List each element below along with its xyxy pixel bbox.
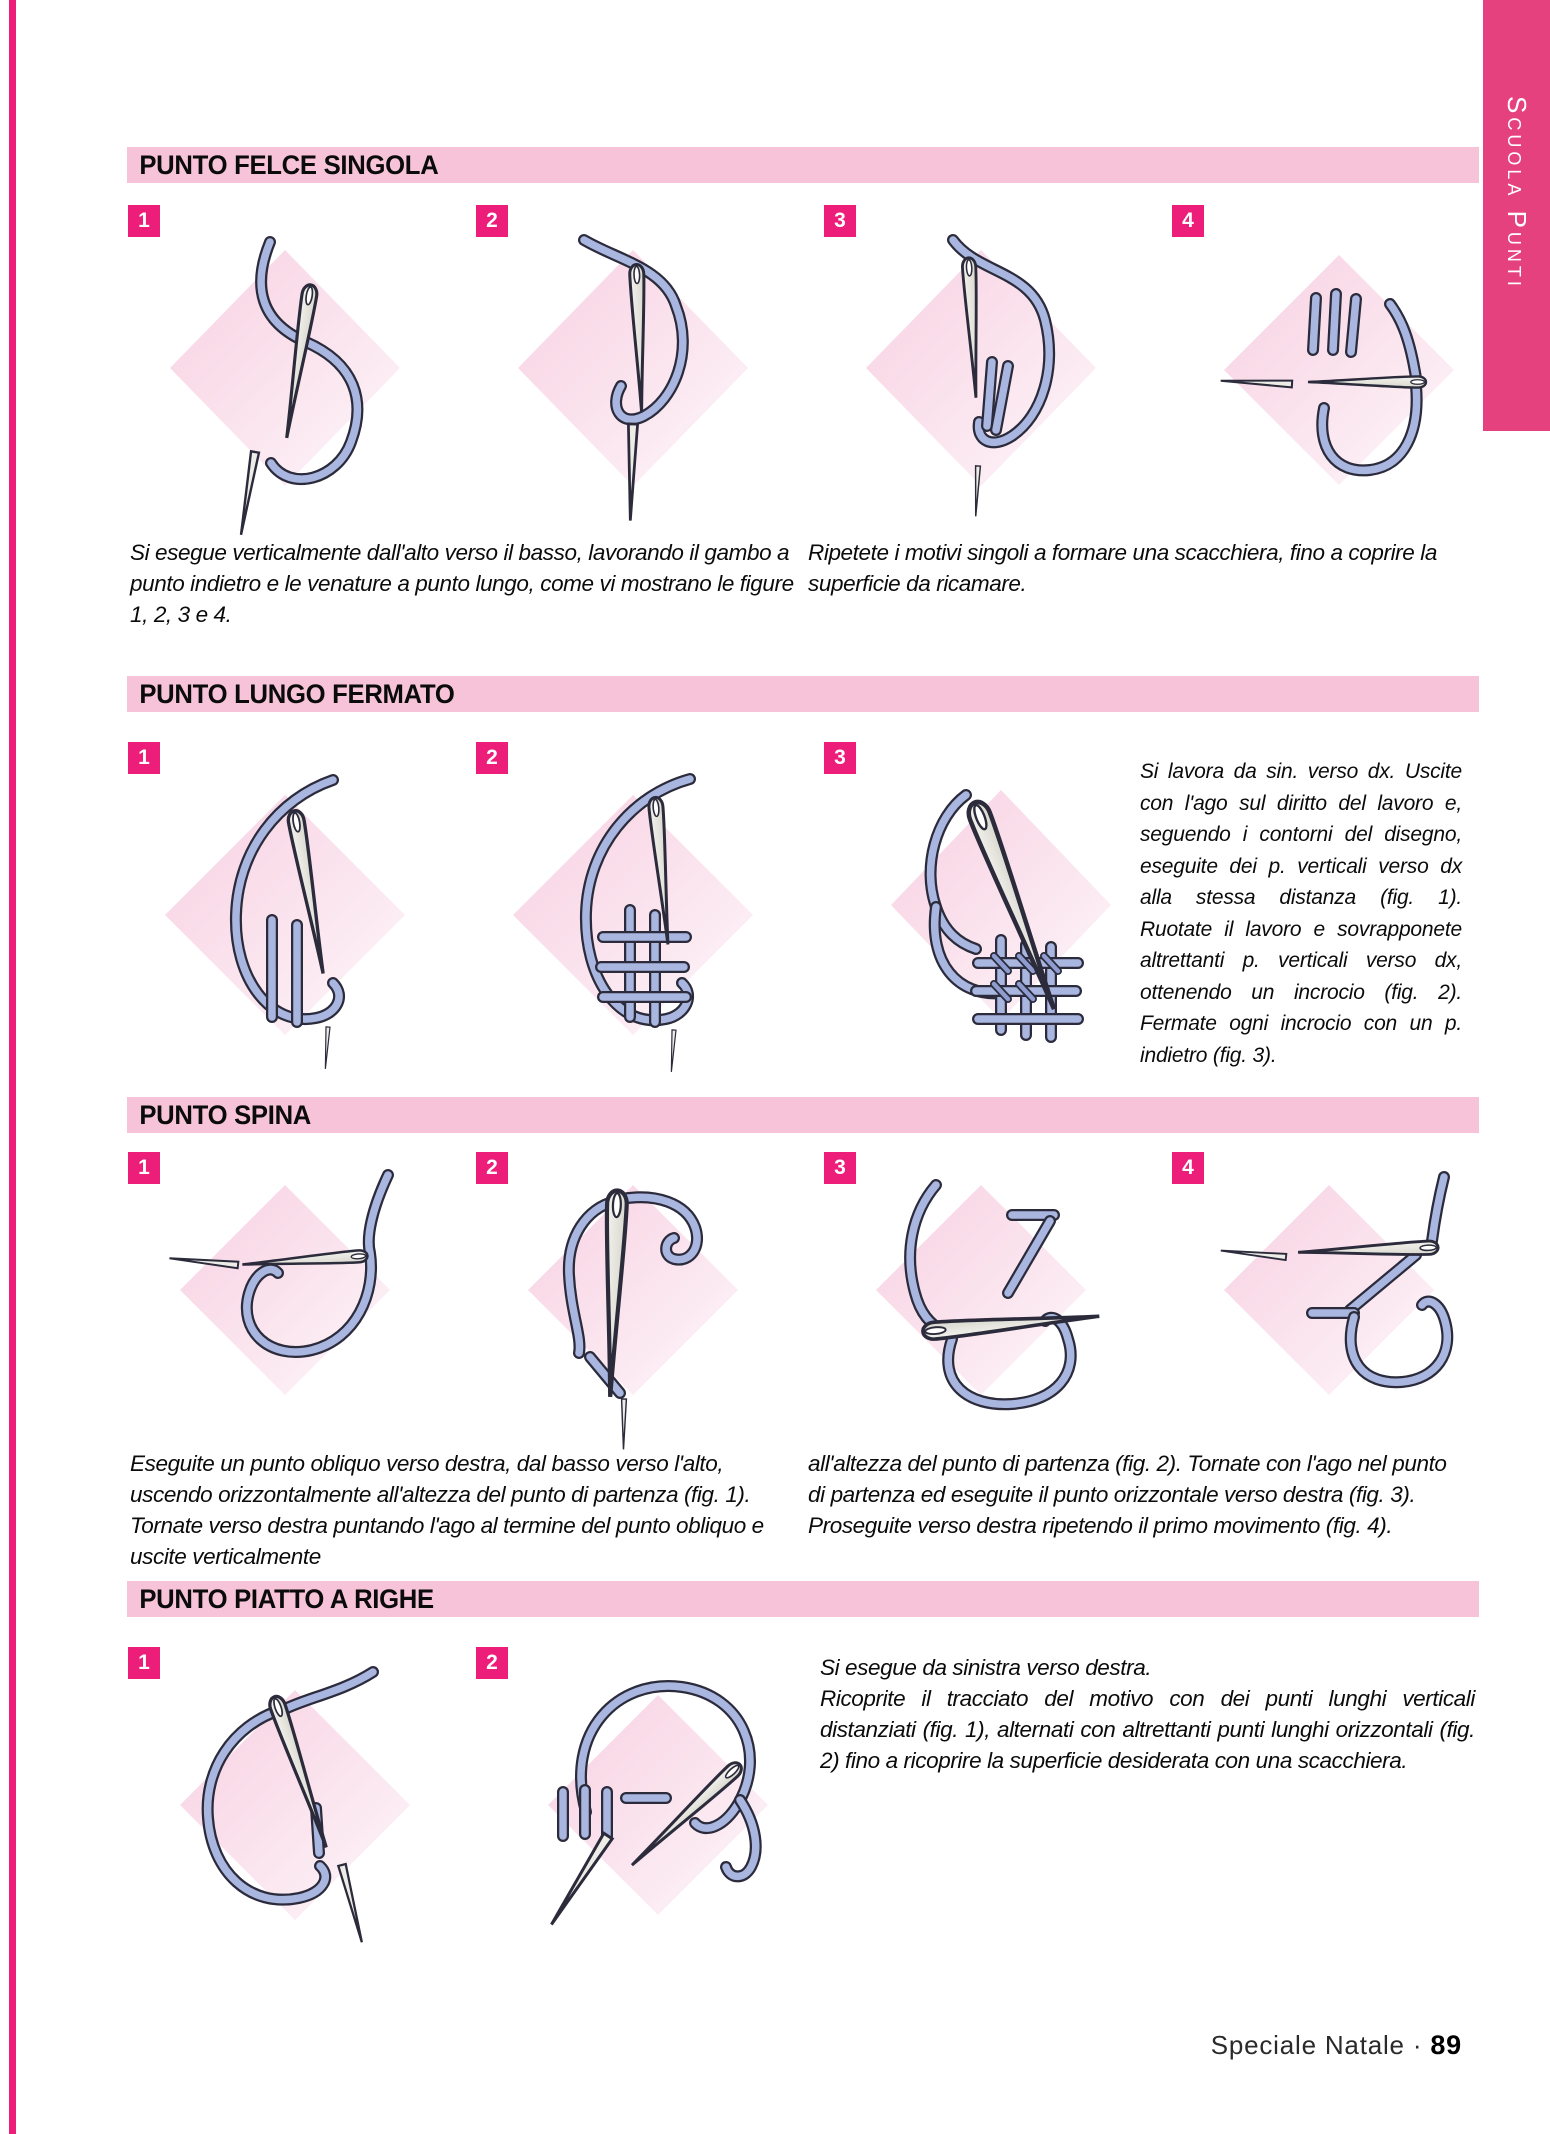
section-header-punto-piatto-a-righe: [127, 1581, 1479, 1617]
figure-number-badge: 3: [824, 1152, 856, 1184]
figure-number-badge: 2: [476, 742, 508, 774]
section-header-punto-spina: [127, 1097, 1479, 1133]
stitch-illustration-spina-2: [468, 1145, 798, 1425]
section-header-punto-felce-singola: [127, 147, 1479, 183]
footer-page-number: 89: [1430, 2030, 1462, 2060]
section-title: PUNTO SPINA: [139, 1099, 312, 1130]
left-edge-accent-stripe: [9, 0, 16, 2134]
figure-number-badge: 1: [128, 205, 160, 237]
figure-number-badge: 3: [824, 742, 856, 774]
figure-number-badge: 4: [1172, 205, 1204, 237]
stitch-illustration-felce-4: [1164, 200, 1494, 520]
stitch-illustration-lungo-1: [120, 735, 450, 1075]
page-footer: [1000, 2030, 1462, 2061]
stitch-illustration-lungo-3: [816, 735, 1146, 1075]
footer-dot: ·: [1412, 2030, 1423, 2060]
instruction-line: Si esegue da sinistra verso destra.: [820, 1655, 1152, 1680]
figure-number-badge: 2: [476, 1152, 508, 1184]
section-header-punto-lungo-fermato: [127, 676, 1479, 712]
instruction-text-lungo-side: Si lavora da sin. verso dx. Uscite con l'ago sul diritto del lavoro e, seguendo i contorni del disegno, eseguite dei p. verticali verso dx alla stessa distanza (fig. 1). Ruotate il lavoro e sovrapponete altrettanti p. verticali verso dx, ottenendo un incrocio (fig. 2). Fermate ogni incrocio con un p. indietro (fig. 3).: [1140, 760, 1462, 1067]
stitch-illustration-felce-2: [468, 200, 798, 520]
section-title: PUNTO FELCE SINGOLA: [139, 149, 439, 180]
instruction-line: Ricoprite il tracciato del motivo con dei punti lunghi verticali distanziati (fig. 1), alternati con altrettanti punti lunghi orizzontali (fig. 2) fino a ricoprire la superficie desiderata con una scacchiera.: [820, 1686, 1475, 1773]
figure-number-badge: 1: [128, 1152, 160, 1184]
figure-number-badge: 1: [128, 1647, 160, 1679]
stitch-illustration-felce-3: [816, 200, 1146, 520]
instruction-text-felce-left: Si esegue verticalmente dall'alto verso il basso, lavorando il gambo a punto indietro e le venature a punto lungo, come vi mostrano le figure 1, 2, 3 e 4.: [130, 540, 794, 627]
stitch-illustration-piatto-1: [120, 1640, 450, 1950]
instruction-text-spina-right: all'altezza del punto di partenza (fig. 2). Tornate con l'ago nel punto di partenza ed eseguite il punto orizzontale verso destra (fig. 3). Proseguite verso destra ripetendo il primo movimento (fig. 4).: [808, 1451, 1447, 1538]
instruction-text-felce-right: Ripetete i motivi singoli a formare una scacchiera, fino a coprire la superficie da ricamare.: [808, 540, 1437, 596]
footer-issue-label: Speciale Natale: [1210, 2030, 1405, 2060]
instruction-text-piatto-side: [820, 1652, 1475, 1776]
stitch-illustration-piatto-2: [468, 1640, 798, 1950]
section-title: PUNTO LUNGO FERMATO: [139, 678, 455, 709]
stitch-illustration-spina-1: [120, 1145, 450, 1425]
figure-number-badge: 4: [1172, 1152, 1204, 1184]
figure-number-badge: 2: [476, 1647, 508, 1679]
figure-number-badge: 3: [824, 205, 856, 237]
stitch-illustration-spina-3: [816, 1145, 1146, 1425]
stitch-illustration-spina-4: [1164, 1145, 1494, 1425]
stitch-illustration-lungo-2: [468, 735, 798, 1075]
figure-number-badge: 2: [476, 205, 508, 237]
sidebar-tab-label: Scuola Punti: [1502, 95, 1532, 290]
section-title: PUNTO PIATTO A RIGHE: [139, 1583, 434, 1614]
instruction-text-spina-left: Eseguite un punto obliquo verso destra, dal basso verso l'alto, uscendo orizzontalmente all'altezza del punto di partenza (fig. 1). Tornate verso destra puntando l'ago al termine del punto obliquo e uscite verticalmente: [130, 1451, 764, 1569]
figure-number-badge: 1: [128, 742, 160, 774]
stitch-illustration-felce-1: [120, 200, 450, 520]
